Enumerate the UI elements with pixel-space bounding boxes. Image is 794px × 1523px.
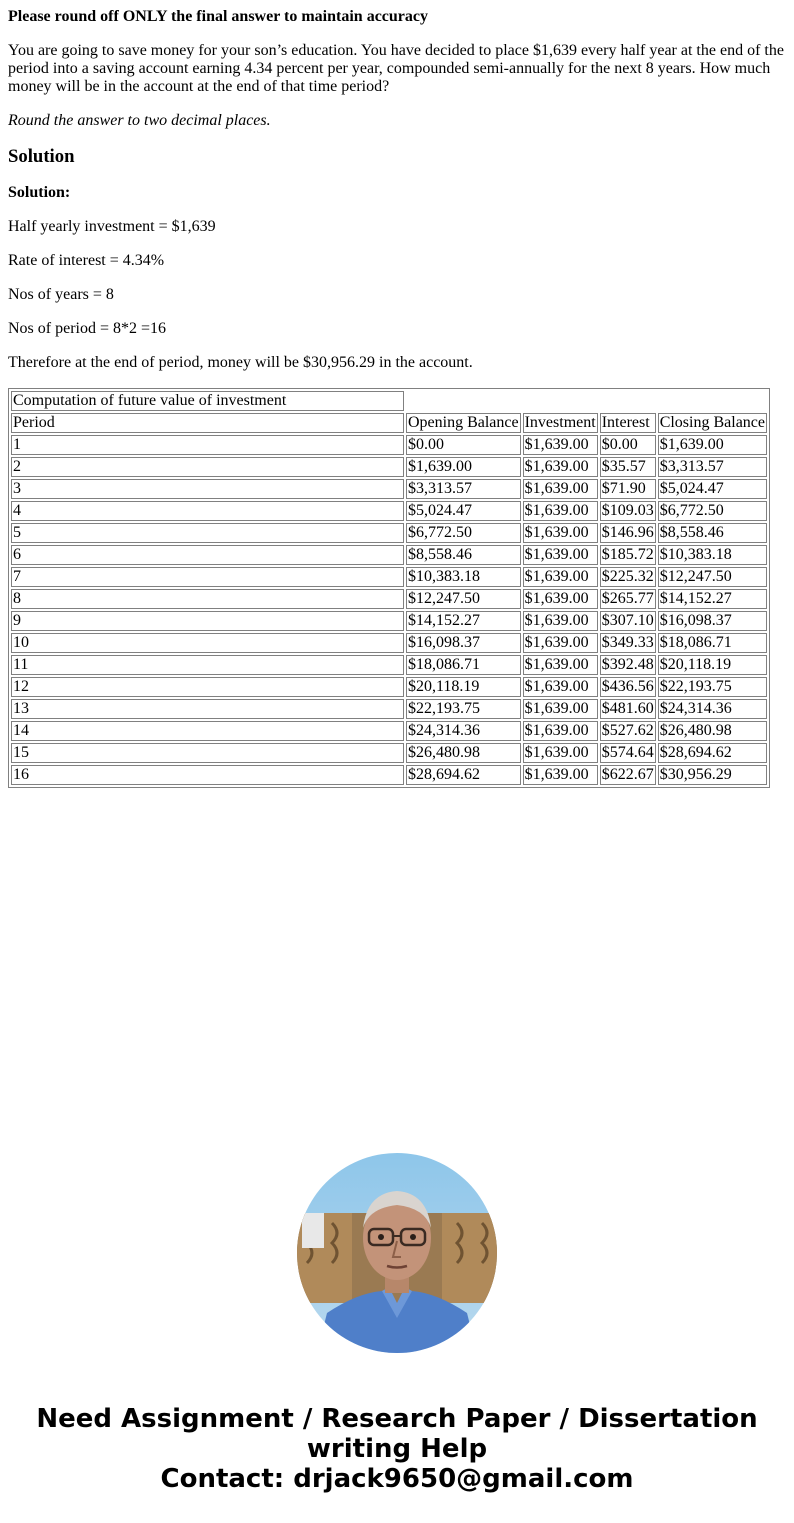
cell-period: 4 — [11, 501, 404, 521]
cell-closing-balance: $1,639.00 — [658, 435, 767, 455]
table-row — [11, 655, 767, 675]
cell-interest: $146.96 — [601, 524, 654, 541]
cell-closing-balance: $26,480.98 — [658, 721, 767, 741]
cell-interest: $481.60 — [601, 700, 654, 717]
cell-interest: $71.90 — [600, 479, 656, 499]
cell-opening-balance: $28,694.62 — [406, 765, 521, 785]
cell-closing-balance: $10,383.18 — [658, 545, 767, 565]
cell-closing-balance: $8,558.46 — [658, 523, 767, 543]
header-investment: Investment — [524, 414, 596, 431]
cell-closing-balance: $16,098.37 — [658, 611, 767, 631]
cell-closing-balance: $22,193.75 — [658, 677, 767, 697]
future-value-table — [8, 388, 770, 788]
cell-interest: $436.56 — [601, 678, 654, 695]
table-title-row — [11, 391, 767, 411]
cell-period: 2 — [11, 457, 404, 477]
cell-period: 7 — [11, 567, 404, 587]
cell-investment: $1,639.00 — [523, 589, 598, 609]
cell-opening-balance: $0.00 — [406, 435, 521, 455]
cell-opening-balance: $24,314.36 — [406, 721, 521, 741]
cell-interest: $109.03 — [601, 502, 654, 519]
cell-closing-balance: $30,956.29 — [658, 765, 767, 785]
cell-investment: $1,639.00 — [523, 611, 598, 631]
cell-period: 6 — [11, 545, 404, 565]
table-row — [11, 765, 767, 785]
promo-line-2: writing Help — [306, 1434, 488, 1464]
cell-investment: $1,639.00 — [523, 677, 598, 697]
table-header-row — [11, 413, 767, 433]
solution-line-investment: Half yearly investment = $1,639 — [8, 218, 216, 235]
table-row — [11, 567, 767, 587]
table-row — [11, 633, 767, 653]
table-row — [11, 721, 767, 741]
header-closing-balance: Closing Balance — [659, 414, 765, 431]
cell-opening-balance: $14,152.27 — [406, 611, 521, 631]
cell-closing-balance: $6,772.50 — [658, 501, 767, 521]
cell-opening-balance: $6,772.50 — [406, 523, 521, 543]
table-row — [11, 545, 767, 565]
cell-investment: $1,639.00 — [523, 655, 598, 675]
header-period: Period — [11, 413, 404, 433]
cell-investment: $1,639.00 — [523, 765, 598, 785]
table-row — [11, 435, 767, 455]
cell-investment: $1,639.00 — [523, 479, 598, 499]
cell-opening-balance: $20,118.19 — [406, 677, 521, 697]
cell-interest: $392.48 — [601, 656, 654, 673]
cell-period: 14 — [11, 721, 404, 741]
cell-closing-balance: $28,694.62 — [658, 743, 767, 763]
cell-investment: $1,639.00 — [523, 633, 598, 653]
cell-period: 13 — [11, 699, 404, 719]
header-interest: Interest — [600, 413, 656, 433]
promo-contact: Contact: drjack9650@gmail.com — [160, 1464, 634, 1494]
promo-banner — [0, 1404, 794, 1494]
cell-period: 11 — [11, 655, 404, 675]
question-text: You are going to save money for your son’s education. You have decided to place $1,639 every half year at the end of the period into a saving account earning 4.34 percent per year, compounded semi-annually for the next 8 years. How much money will be in the account at the end of that time period? — [8, 42, 784, 95]
solution-label: Solution: — [8, 184, 71, 201]
cell-investment: $1,639.00 — [523, 721, 598, 741]
cell-opening-balance: $1,639.00 — [406, 457, 521, 477]
table-row — [11, 611, 767, 631]
cell-closing-balance: $12,247.50 — [658, 567, 767, 587]
notice-heading: Please round off ONLY the final answer to maintain accuracy — [8, 8, 428, 25]
cell-period: 3 — [11, 479, 404, 499]
cell-period: 16 — [11, 765, 404, 785]
promo-line-1: Need Assignment / Research Paper / Dissertation — [36, 1404, 758, 1434]
cell-closing-balance: $3,313.57 — [658, 457, 767, 477]
cell-opening-balance: $12,247.50 — [406, 589, 521, 609]
cell-investment: $1,639.00 — [523, 501, 598, 521]
cell-interest: $574.64 — [601, 744, 654, 761]
cell-closing-balance: $14,152.27 — [658, 589, 767, 609]
cell-interest: $185.72 — [601, 546, 654, 563]
person-photo-icon — [297, 1153, 497, 1353]
cell-opening-balance: $5,024.47 — [406, 501, 521, 521]
solution-line-years: Nos of years = 8 — [8, 286, 114, 303]
cell-investment: $1,639.00 — [523, 435, 598, 455]
cell-opening-balance: $26,480.98 — [406, 743, 521, 763]
cell-opening-balance: $22,193.75 — [406, 699, 521, 719]
header-opening-balance: Opening Balance — [407, 414, 519, 431]
cell-interest: $349.33 — [601, 634, 654, 651]
table-row — [11, 523, 767, 543]
cell-opening-balance: $16,098.37 — [406, 633, 521, 653]
cell-period: 1 — [11, 435, 404, 455]
cell-interest: $307.10 — [601, 612, 654, 629]
solution-conclusion: Therefore at the end of period, money will be $30,956.29 in the account. — [8, 354, 473, 371]
table-title: Computation of future value of investment — [11, 391, 404, 411]
cell-investment: $1,639.00 — [523, 457, 598, 477]
table-title-spacer — [406, 391, 767, 411]
cell-closing-balance: $24,314.36 — [658, 699, 767, 719]
cell-period: 9 — [11, 611, 404, 631]
table-row — [11, 479, 767, 499]
cell-opening-balance: $3,313.57 — [406, 479, 521, 499]
cell-period: 10 — [11, 633, 404, 653]
table-row — [11, 743, 767, 763]
table-row — [11, 677, 767, 697]
solution-line-rate: Rate of interest = 4.34% — [8, 252, 165, 269]
table-row — [11, 699, 767, 719]
cell-interest: $225.32 — [601, 568, 654, 585]
cell-closing-balance: $20,118.19 — [658, 655, 767, 675]
cell-investment: $1,639.00 — [523, 699, 598, 719]
table-row — [11, 457, 767, 477]
table-row — [11, 501, 767, 521]
cell-investment: $1,639.00 — [523, 743, 598, 763]
cell-opening-balance: $10,383.18 — [406, 567, 521, 587]
solution-line-periods: Nos of period = 8*2 =16 — [8, 320, 167, 337]
cell-opening-balance: $18,086.71 — [406, 655, 521, 675]
table-row — [11, 589, 767, 609]
cell-period: 12 — [11, 677, 404, 697]
cell-interest: $0.00 — [600, 435, 656, 455]
cell-period: 8 — [11, 589, 404, 609]
cell-period: 15 — [11, 743, 404, 763]
cell-interest: $35.57 — [600, 457, 656, 477]
cell-opening-balance: $8,558.46 — [406, 545, 521, 565]
solution-heading: Solution — [8, 146, 75, 167]
cell-interest: $265.77 — [601, 590, 654, 607]
cell-investment: $1,639.00 — [523, 545, 598, 565]
cell-interest: $527.62 — [601, 722, 654, 739]
cell-period: 5 — [11, 523, 404, 543]
cell-investment: $1,639.00 — [523, 567, 598, 587]
cell-interest: $622.67 — [601, 766, 654, 783]
cell-closing-balance: $18,086.71 — [658, 633, 767, 653]
question-instruction: Round the answer to two decimal places. — [8, 112, 271, 129]
cell-closing-balance: $5,024.47 — [658, 479, 767, 499]
cell-investment: $1,639.00 — [523, 523, 598, 543]
